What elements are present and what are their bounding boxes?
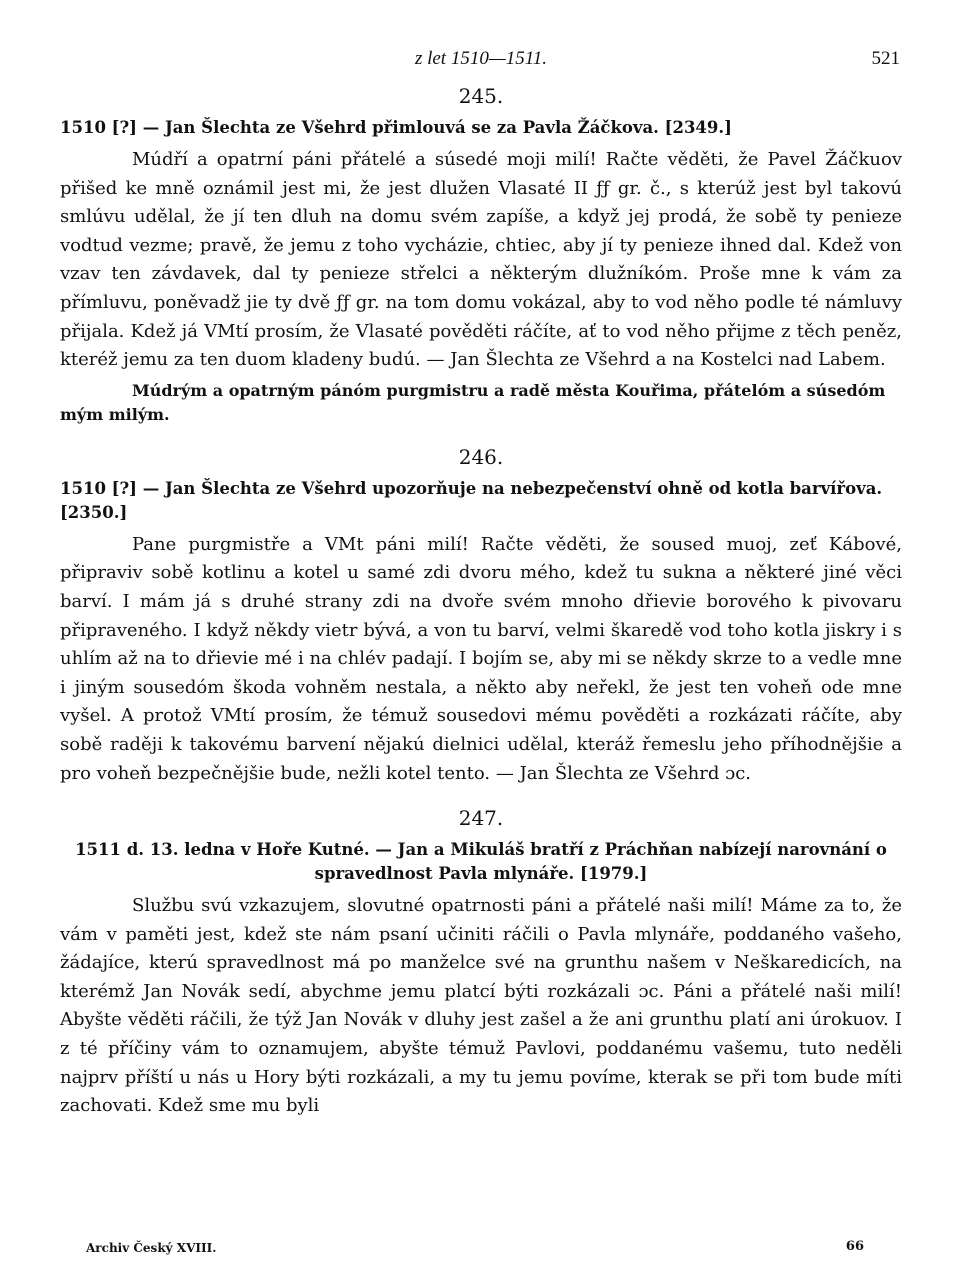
- document-heading: 1510 [?] — Jan Šlechta ze Všehrd upozorňuje na nebezpečenství ohně od kotla barvířova. [2350.]: [60, 478, 883, 522]
- document-body: [60, 146, 902, 375]
- document-body: [60, 531, 902, 788]
- page-number: 521: [871, 48, 900, 69]
- running-head: [60, 42, 902, 78]
- body-paragraph: Službu svú vzkazujem, slovutné opatrnosti páni a přátelé naši milí! Máme za to, že vám v paměti jest, kdež ste nám psaní učiniti ráčili o Pavla mlynáře, poddaného vašeho, žádajíce, kterú spravedlnost má po manželce své na grunthu našem v Neškaredicích, na kterémž Jan Novák sedí, abychme jemu platcí býti rozkázali ɔc. Páni a přátelé naši milí! Abyšte věděti ráčili, že týž Jan Novák v dluhy jest zašel a že ani grunthu platí ani úrokuov. I z té příčiny vám to oznamujem, abyšte témuž Pavlovi, poddanému vašemu, tuto neděli najprv příští u nás u Hory býti rozkázali, a my tu jemu povíme, kterak se při tom bude míti zachovati. Kdež sme mu byli: [60, 895, 902, 1117]
- document-heading: 1510 [?] — Jan Šlechta ze Všehrd přimlouvá se za Pavla Žáčkova. [2349.]: [60, 118, 732, 137]
- document-number: 245.: [458, 84, 504, 108]
- body-paragraph: Múdří a opatrní páni přátelé a súsedé moji milí! Račte věděti, že Pavel Žáčkuov přišed ke mně oznámil jest mi, že jest dlužen Vlasaté II ƒƒ gr. č., s kterúž jest byl takovú smlúvu udělal, že jí ten dluh na domu svém zapíše, a když jej prodá, že sobě ty penieze vodtud vezme; pravě, že jemu z toho vycházie, chtiec, aby jí ty penieze ihned dal. Kdež von vzav ten závdavek, dal ty penieze střelci a některým dlužníkóm. Proše mne k vám za přímluvu, poněvadž jie ty dvě ƒƒ gr. na tom domu vokázal, aby to vod něho podle té námluvy přijala. Kdež já VMtí prosím, že Vlasaté pověděti ráčíte, ať to vod něho přijme z těch peněz, kteréž jemu za ten duom kladeny budú. — Jan Šlechta ze Všehrd a na Kostelci nad Labem.: [60, 149, 902, 371]
- document-address: Múdrým a opatrným pánóm purgmistru a radě města Kouřima, přátelóm a súsedóm mým milým.: [60, 380, 886, 424]
- document-number: 247.: [458, 806, 504, 831]
- signature-mark: 66: [845, 1239, 864, 1254]
- body-paragraph: Pane purgmistře a VMt páni milí! Račte věděti, že soused muoj, zeť Kábové, připraviv sobě kotlinu a kotel u samé zdi dvoru mého, kdež tu sukna a některé jiné věci barví. I mám já s druhé strany zdi na dvoře svém mnoho dřievie borového k pivovaru připraveného. I když někdy vietr bývá, a von tu barví, velmi škaredě vod toho kotla jiskry i s uhlím až na to dřievie mé i na chlév padají. I bojím se, aby mi se někdy skrze to a vedle mne i jiným sousedóm škoda vohněm nestala, a někto aby neřekl, že jest ten voheň ode mne vyšel. A protož VMtí prosím, že témuž sousedovi mému pověděti a rozkázati ráčíte, aby sobě raději k takovému barvení nějakú dielnici udělal, kteráž řemeslu jeho příhodnějšie a pro voheň bezpečnějšie bude, nežli kotel tento. — Jan Šlechta ze Všehrd ɔc.: [60, 533, 902, 784]
- document-heading: 1511 d. 13. ledna v Hoře Kutné. — Jan a Mikuláš bratří z Práchňan nabízejí narovnání o spravedlnost Pavla mlynáře. [1979.]: [75, 840, 887, 884]
- footer-source: Archiv Český XVIII.: [86, 1241, 217, 1255]
- document-body: [60, 892, 902, 1121]
- running-head-title: z let 1510—1511.: [414, 48, 548, 69]
- document-number: 246.: [458, 444, 504, 469]
